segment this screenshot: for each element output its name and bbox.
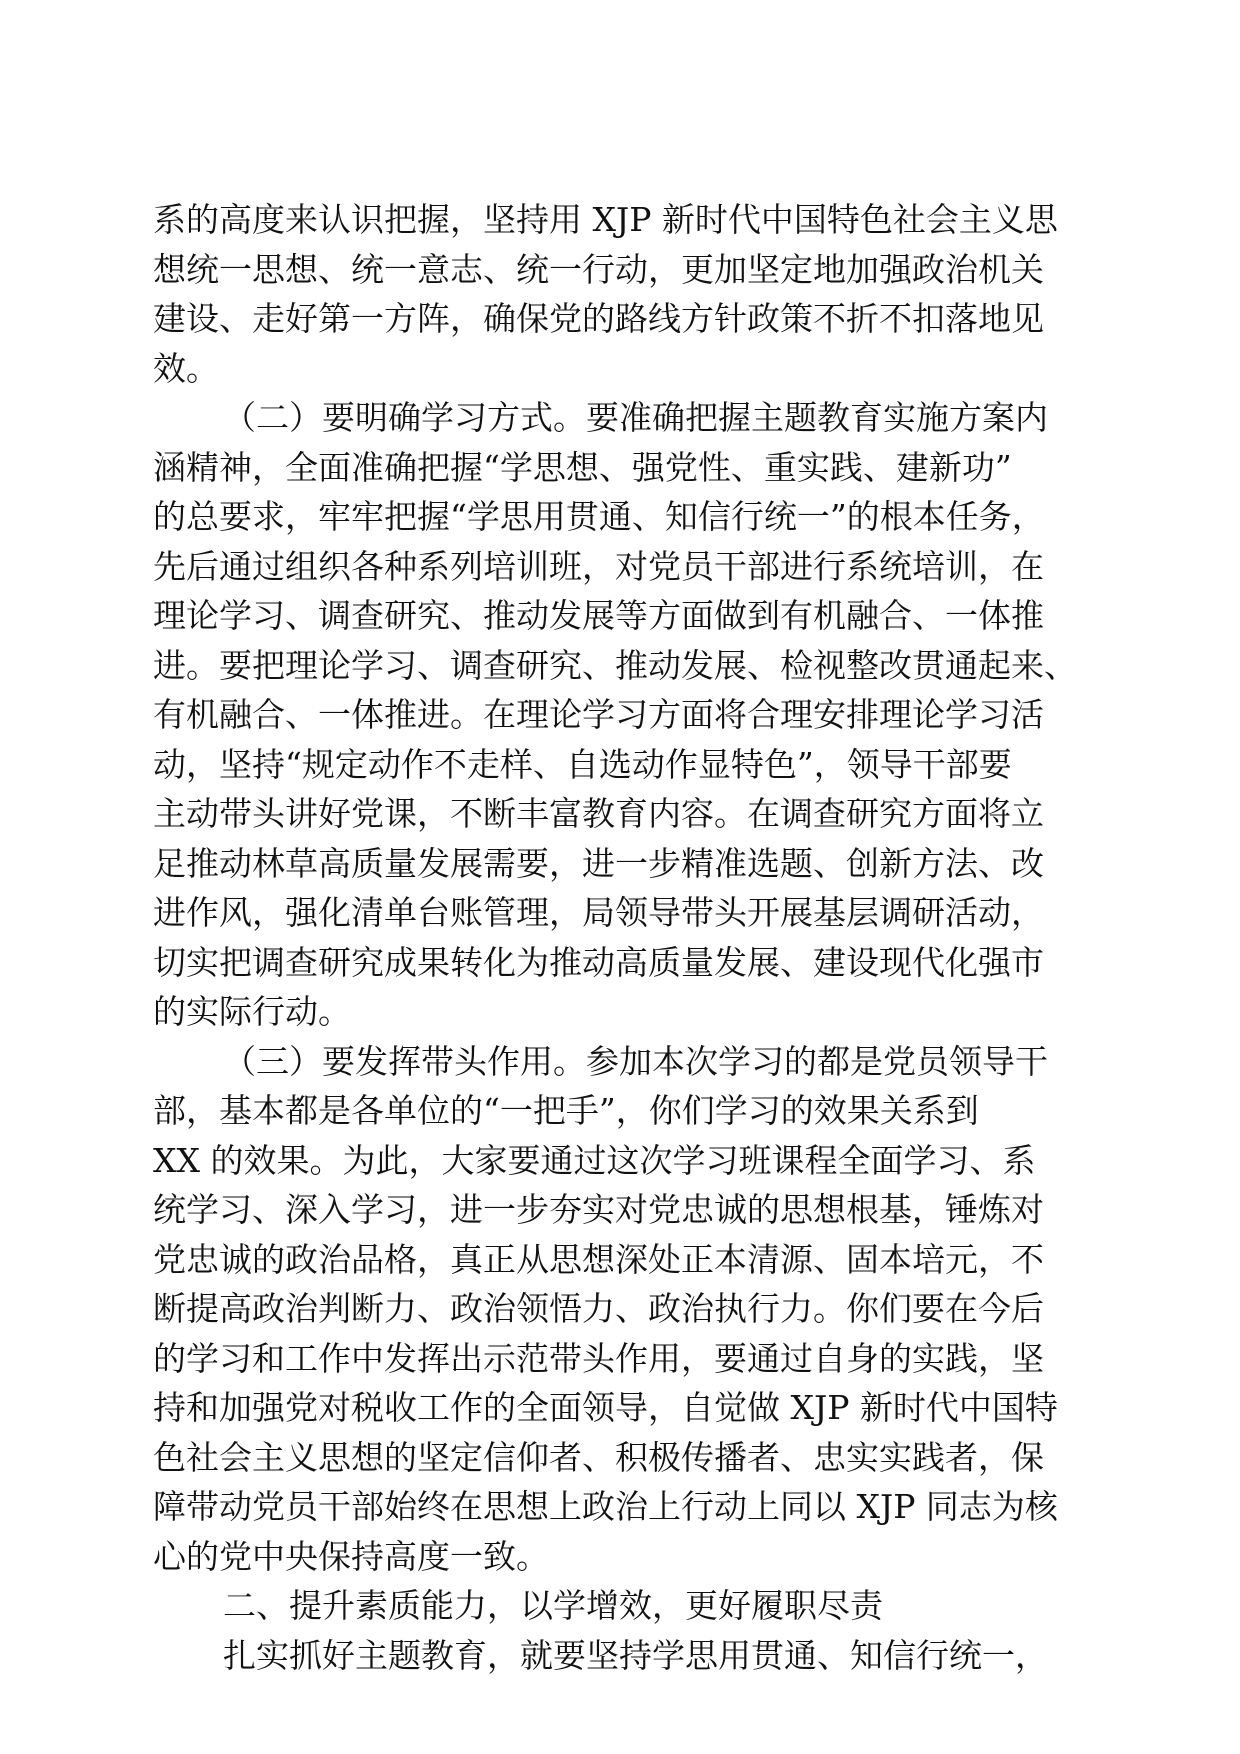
text-line: 断提高政治判断力、政治领悟力、政治执行力。你们要在今后 bbox=[153, 1289, 1044, 1328]
text-line: 系的高度来认识把握，坚持用 XJP 新时代中国特色社会主义思 bbox=[153, 200, 1058, 239]
text-line: （二）要明确学习方式。要准确把握主题教育实施方案内 bbox=[223, 398, 1048, 437]
text-line: 扎实抓好主题教育，就要坚持学思用贯通、知信行统一， bbox=[223, 1635, 1048, 1675]
text-line: 的实际行动。 bbox=[153, 992, 351, 1031]
text-line: 统学习、深入学习，进一步夯实对党忠诚的思想根基，锤炼对 bbox=[153, 1190, 1044, 1229]
text-line: 涵精神，全面准确把握“学思想、强党性、重实践、建新功” bbox=[153, 447, 1012, 487]
text-line: 有机融合、一体推进。在理论学习方面将合理安排理论学习活 bbox=[153, 695, 1044, 734]
text-line: 的学习和工作中发挥出示范带头作用，要通过自身的实践，坚 bbox=[153, 1338, 1044, 1378]
text-line: 持和加强党对税收工作的全面领导，自觉做 XJP 新时代中国特 bbox=[153, 1388, 1058, 1427]
text-line: 进。要把理论学习、调查研究、推动发展、检视整改贯通起来、 bbox=[153, 645, 1077, 685]
text-line: 二、提升素质能力，以学增效，更好履职尽责 bbox=[223, 1586, 883, 1625]
text-line: 想统一思想、统一意志、统一行动，更加坚定地加强政治机关 bbox=[153, 249, 1044, 289]
text-line: 主动带头讲好党课，不断丰富教育内容。在调查研究方面将立 bbox=[153, 794, 1044, 833]
document-body bbox=[153, 195, 1093, 1680]
text-line: 动，坚持“规定动作不走样、自选动作显特色”，领导干部要 bbox=[153, 744, 1012, 784]
text-line: 先后通过组织各种系列培训班，对党员干部进行系统培训，在 bbox=[153, 546, 1044, 586]
text-line: 障带动党员干部始终在思想上政治上行动上同以 XJP 同志为核 bbox=[153, 1487, 1058, 1526]
text-line: 的总要求，牢牢把握“学思用贯通、知信行统一”的根本任务， bbox=[153, 497, 1045, 536]
text-line: 色社会主义思想的坚定信仰者、积极传播者、忠实实践者，保 bbox=[153, 1437, 1044, 1477]
text-line: 理论学习、调查研究、推动发展等方面做到有机融合、一体推 bbox=[153, 596, 1044, 635]
text-line: 效。 bbox=[153, 348, 219, 388]
text-line: （三）要发挥带头作用。参加本次学习的都是党员领导干 bbox=[223, 1041, 1048, 1081]
text-line: 党忠诚的政治品格，真正从思想深处正本清源、固本培元，不 bbox=[153, 1239, 1044, 1279]
text-line: 部，基本都是各单位的“一把手”，你们学习的效果关系到 bbox=[153, 1091, 979, 1130]
text-line: 建设、走好第一方阵，确保党的路线方针政策不折不扣落地见 bbox=[153, 299, 1044, 338]
text-line: 进作风，强化清单台账管理，局领导带头开展基层调研活动， bbox=[153, 893, 1044, 932]
text-line: 切实把调查研究成果转化为推动高质量发展、建设现代化强市 bbox=[153, 942, 1044, 982]
text-line: 足推动林草高质量发展需要，进一步精准选题、创新方法、改 bbox=[153, 843, 1044, 883]
text-line: 心的党中央保持高度一致。 bbox=[153, 1536, 549, 1576]
text-line: XX 的效果。为此，大家要通过这次学习班课程全面学习、系 bbox=[153, 1140, 1036, 1180]
